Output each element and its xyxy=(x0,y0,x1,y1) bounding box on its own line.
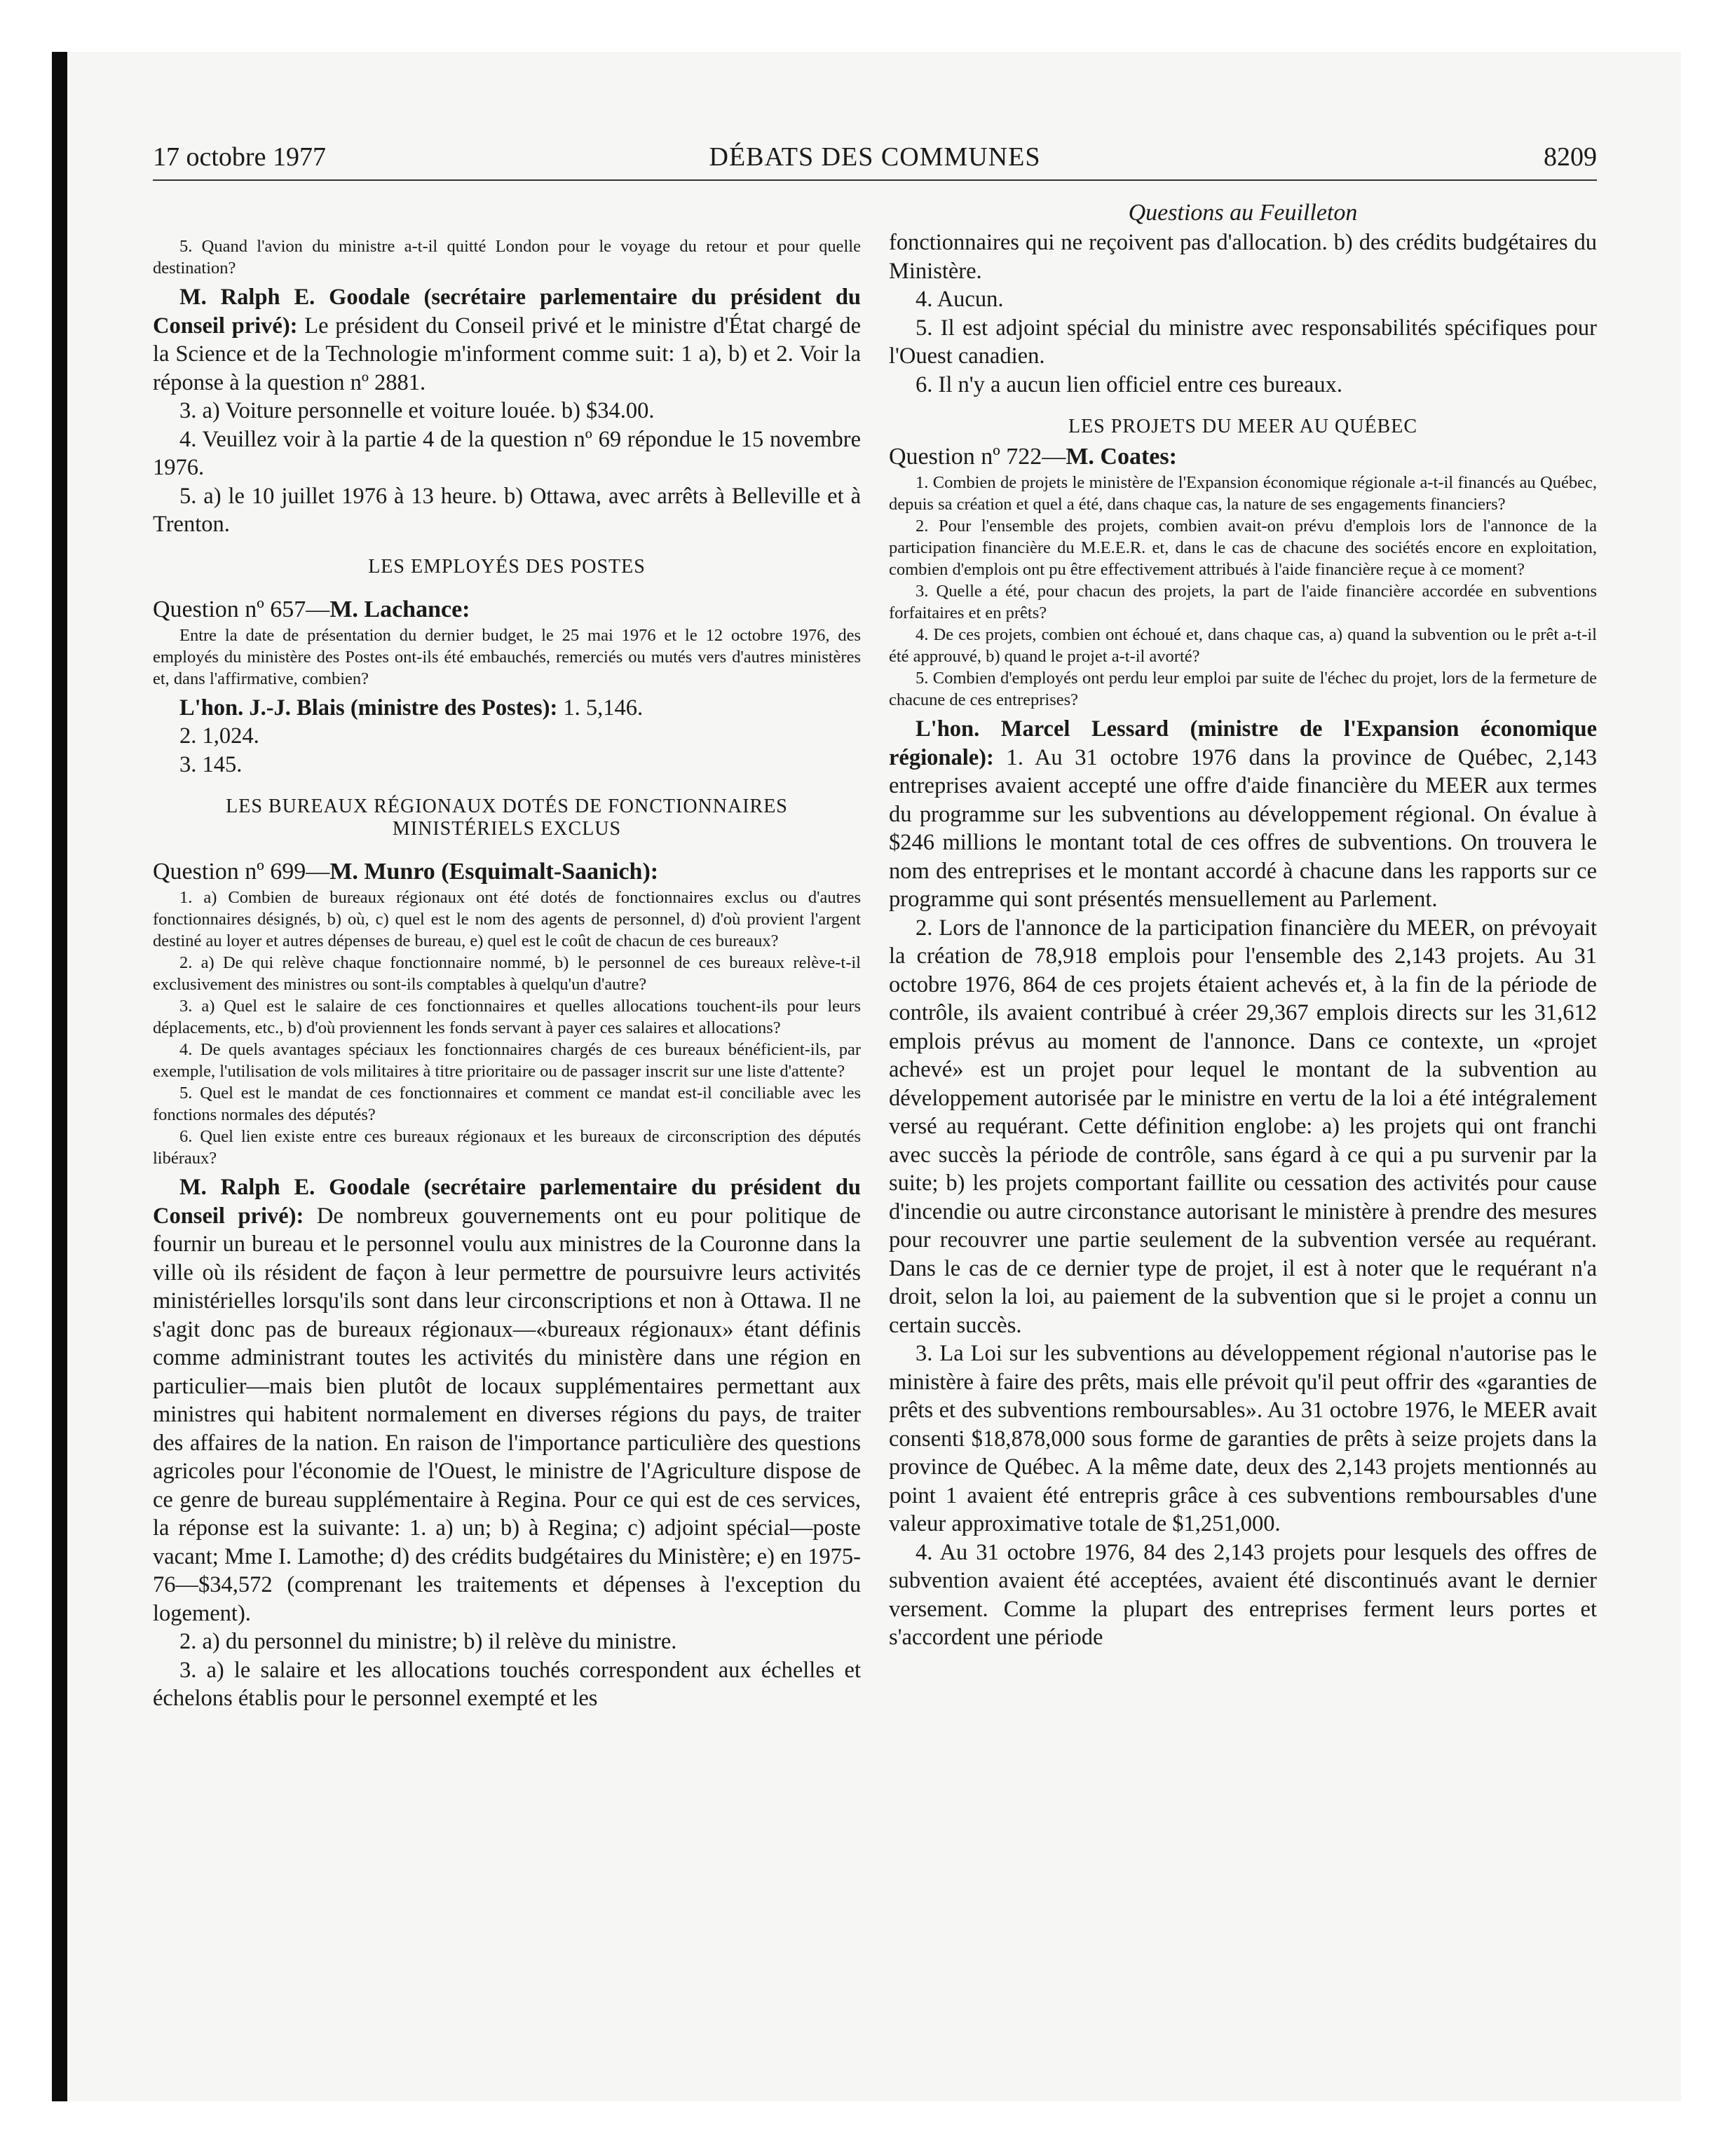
answer-paragraph: 6. Il n'y a aucun lien officiel entre ces bureaux. xyxy=(916,371,1342,397)
answer-paragraph: 5. a) le 10 juillet 1976 à 13 heure. b) Ottawa, avec arrêts à Belleville et à Trenton. xyxy=(153,483,861,537)
section-heading: MINISTÉRIELS EXCLUS xyxy=(392,818,622,840)
answer-paragraph xyxy=(153,694,861,723)
answer-paragraph: 2. Lors de l'annonce de la participation financière du MEER, on prévoyait la création de 78,918 emplois pour l'ensemble des 2,143 projets. Au 31 octobre 1976, 864 de ces projets étaient achevés et, à la fin de la période de contrôle, ils avaient contribué à créer 29,367 emplois directs sur les 31,612 emplois prévus au moment de l'annonce. Dans ce contexte, un «projet achevé» est un projet pour lequel le montant de la subvention au développement autorisée par le ministre en vertu de la loi a été intégralement versé au requérant. Cette définition englobe: a) les projets qui ont franchi avec succès la période de contrôle, sans égard à ce qui a pu survenir par la suite; b) les projets comportant faillite ou cessation des activités pour cause d'incendie ou autre circonstance autorisant le ministère à prendre des mesures pour recouvrer une partie seulement de la subvention versée au requérant. Dans le cas de ce dernier type de projet, il est à noter que le requérant n'a droit, selon la loi, au paiement de la subvention que si le projet a connu un certain succès. xyxy=(889,915,1597,1338)
section-heading: LES PROJETS DU MEER AU QUÉBEC xyxy=(1068,416,1418,437)
right-column xyxy=(889,198,1597,1652)
question-line xyxy=(889,442,1597,472)
speaker: M. Ralph E. Goodale (secrétaire parlementaire du président du Conseil privé): xyxy=(153,1175,861,1229)
answer-paragraph: 4. Aucun. xyxy=(916,287,1004,312)
questioner: M. Coates: xyxy=(1066,444,1177,470)
answer-paragraph: 4. Au 31 octobre 1976, 84 des 2,143 projets pour lesquels des offres de subvention avaient été acceptées, avaient été discontinués avant le dernier versement. Comme la plupart des entreprises ferment leurs portes et s'accordent une période xyxy=(889,1539,1597,1650)
question-text: 4. De quels avantages spéciaux les fonctionnaires chargés de ces bureaux bénéficient-ils, par exemple, l'utilisation de vols militaires à titre prioritaire ou de passager inscrit sur une liste d'attente? xyxy=(153,1040,861,1081)
question-text: 5. Combien d'employés ont perdu leur emploi par suite de l'échec du projet, lors de la fermeture de chacune de ces entreprises? xyxy=(889,669,1597,709)
answer-paragraph: 2. a) du personnel du ministre; b) il relève du ministre. xyxy=(179,1629,677,1654)
answer-text: Le président du Conseil privé et le ministre d'État chargé de la Science et de la Technologie m'informent comme suit: 1 a), b) et 2. Voir la réponse à la question nº 2881. xyxy=(153,313,862,395)
answer-paragraph: 2. 1,024. xyxy=(179,723,259,749)
answer-text: 1. Au 31 octobre 1976 dans la province de Québec, 2,143 entreprises avaient accepté une offre d'aide financière du MEER aux termes du programme sur les subventions au développement régional. On évalue à $246 millions le montant total de ces offres de subventions. On trouvera le nom des entreprises et le montant accordé à chacune dans les rapports sur ce programme qui sont présentés mensuellement au Parlement. xyxy=(889,744,1598,912)
left-column xyxy=(153,198,861,1713)
answer-paragraph xyxy=(889,715,1597,914)
question-text: 5. Quel est le mandat de ces fonctionnaires et comment ce mandat est-il conciliable avec les fonctions normales des députés? xyxy=(153,1084,861,1124)
header-rule xyxy=(153,179,1597,181)
questioner: M. Lachance: xyxy=(329,596,470,622)
header-date: 17 octobre 1977 xyxy=(153,142,326,172)
answer-paragraph: 3. La Loi sur les subventions au développement régional n'autorise pas le ministère à faire des prêts, mais elle prévoit qu'il peut offrir des «garanties de prêts et des subventions remboursables». Au 31 octobre 1976, le MEER avait consenti $18,878,000 sous forme de garanties de prêts à seize projets dans la province de Québec. A la même date, deux des 2,143 projets mentionnés au point 1 avaient été entrepris grâce à ces subventions remboursables d'une valeur approximative totale de $1,251,000. xyxy=(889,1341,1597,1536)
section-heading: LES BUREAUX RÉGIONAUX DOTÉS DE FONCTIONNAIRES xyxy=(226,796,788,817)
answer-paragraph: 5. Il est adjoint spécial du ministre avec responsabilités spécifiques pour l'Ouest canadien. xyxy=(889,315,1597,369)
question-number: Question nº 699— xyxy=(153,859,330,885)
question-number: Question nº 722— xyxy=(889,444,1066,470)
binding-edge xyxy=(52,52,67,2101)
answer-paragraph: 3. a) Voiture personnelle et voiture louée. b) $34.00. xyxy=(179,398,655,423)
question-text: 3. a) Quel est le salaire de ces fonctionnaires et quelles allocations touchent-ils pour leurs déplacements, etc., b) d'où proviennent les fonds servant à payer ces salaires et allocations? xyxy=(153,997,861,1037)
answer-paragraph: 4. Veuillez voir à la partie 4 de la question nº 69 répondue le 15 novembre 1976. xyxy=(153,426,861,480)
question-text: 4. De ces projets, combien ont échoué et, dans chaque cas, a) quand la subvention ou le prêt a-t-il été approuvé, b) quand le projet a-t-il avorté? xyxy=(889,625,1597,666)
answer-paragraph: fonctionnaires qui ne reçoivent pas d'allocation. b) des crédits budgétaires du Ministère. xyxy=(889,230,1597,284)
answer-text: De nombreux gouvernements ont eu pour politique de fournir un bureau et le personnel voulu aux ministres de la Couronne dans la ville où ils résident de façon à leur permettre de poursuivre leurs activités ministérielles lorsqu'ils sont dans leur circonscriptions et non à Ottawa. Il ne s'agit donc pas de bureaux régionaux—«bureaux régionaux» étant définis comme administrant toutes les activités du ministère dans une région en particulier—mais bien plutôt de locaux supplémentaires permettant aux ministres qui habitent normalement en diverses régions du pays, de traiter des affaires de la nation. En raison de l'importance particulière des questions agricoles pour l'économie de l'Ouest, le ministre de l'Agriculture dispose de ce genre de bureau supplémentaire à Regina. Pour ce qui est de ces services, la réponse est la suivante: 1. a) un; b) à Regina; c) adjoint spécial—poste vacant; Mme I. Lamothe; d) des crédits budgétaires du Ministère; e) en 1975-76—$34,572 (comprenant les traitements et dépenses à l'exception du logement). xyxy=(153,1203,862,1626)
answer-paragraph xyxy=(153,1173,861,1628)
answer-paragraph: 3. a) le salaire et les allocations touchés correspondent aux échelles et échelons établis pour le personnel exempté et les xyxy=(153,1657,861,1711)
question-text: 1. a) Combien de bureaux régionaux ont été dotés de fonctionnaires exclus ou d'autres fonctionnaires désignés, b) où, c) quel est le nom des agents de personnel, d) d'où provient l'argent destiné au loyer et autres dépenses de bureau, e) quel est le coût de chacun de ces bureaux? xyxy=(153,888,861,950)
running-head: Questions au Feuilleton xyxy=(1128,200,1358,226)
question-text: 2. Pour l'ensemble des projets, combien avait-on prévu d'emplois lors de l'annonce de la participation financière du M.E.E.R. et, dans le cas de chacune des sociétés encore en exploitation, combien d'emplois ont pu être effectivement attribués à l'aide financière reçue à ce moment? xyxy=(889,517,1597,579)
section-heading: LES EMPLOYÉS DES POSTES xyxy=(368,555,646,578)
speaker: M. Ralph E. Goodale (secrétaire parlementaire du président du Conseil privé): xyxy=(153,285,861,339)
answer-text: 1. 5,146. xyxy=(563,695,644,721)
question-text: 3. Quelle a été, pour chacun des projets, la part de l'aide financière accordée en subventions forfaitaires et en prêts? xyxy=(889,582,1597,622)
question-number: Question nº 657— xyxy=(153,596,330,622)
page-number: 8209 xyxy=(1544,142,1597,172)
question-line xyxy=(153,595,861,625)
answer-paragraph xyxy=(153,283,861,397)
question-text: 6. Quel lien existe entre ces bureaux régionaux et les bureaux de circonscription des députés libéraux? xyxy=(153,1127,861,1168)
answer-paragraph: 3. 145. xyxy=(179,751,243,777)
header-title: DÉBATS DES COMMUNES xyxy=(709,142,1041,172)
questioner: M. Munro (Esquimalt-Saanich): xyxy=(329,859,659,885)
question-text: 2. a) De qui relève chaque fonctionnaire nommé, b) le personnel de ces bureaux relève-t-il exclusivement des ministres ou sont-ils comptables à quelqu'un d'autre? xyxy=(153,953,861,994)
speaker: L'hon. J.-J. Blais (ministre des Postes): xyxy=(179,695,558,721)
question-line xyxy=(153,857,861,887)
question-text: 5. Quand l'avion du ministre a-t-il quitté London pour le voyage du retour et pour quelle destination? xyxy=(153,237,861,278)
question-text: 1. Combien de projets le ministère de l'Expansion économique régionale a-t-il financés au Québec, depuis sa création et quel a été, dans chaque cas, la nature de ses engagements financiers? xyxy=(889,473,1597,514)
question-text: Entre la date de présentation du dernier budget, le 25 mai 1976 et le 12 octobre 1976, des employés du ministère des Postes ont-ils été embauchés, remerciés ou mutés vers d'autres ministères et, dans l'affirmative, combien? xyxy=(153,625,861,688)
speaker: L'hon. Marcel Lessard (ministre de l'Expansion économique régionale): xyxy=(889,716,1597,770)
